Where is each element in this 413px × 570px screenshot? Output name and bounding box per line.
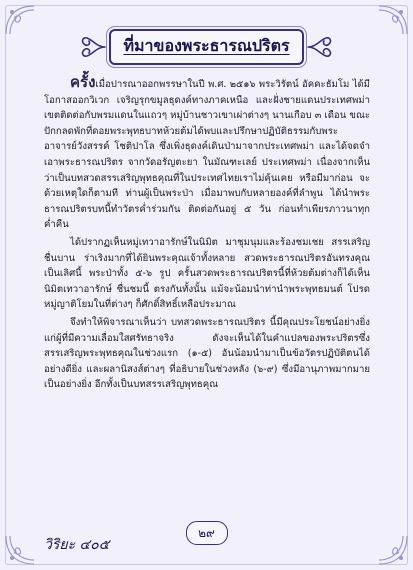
title-banner bbox=[0, 30, 413, 64]
paragraph-3: จึงทำให้พิจารณาเห็นว่า บทสวดพระธารณปริตร นี้มีคุณประโยชน์อย่างยิ่ง แก่ผู้ที่มีความเลื่อมใสศรัทธาจริง ดังจะเห็นได้ในคำแปลของพระปริตรซึ่งสรรเสริญพระพุทธคุณในช่วงแรก (๑-๕) อันน้อมนำมาเป็นข้อวัตรปฏิบัติตนได้อย่างดียิ่ง และผลานิสงส์ต่างๆ ที่อธิบายในช่วงหลัง (๖-๙) ซึ่งมีอานุภาพมากมายเป็นอย่างยิ่ง อีกทั้งเป็นบทสรรเสริญพุทธคุณ bbox=[44, 316, 370, 391]
flourish-right-icon bbox=[306, 32, 334, 62]
page-title: ที่มาของพระธารณปริตร bbox=[123, 36, 290, 55]
body-text bbox=[44, 75, 370, 395]
paragraph-1 bbox=[44, 75, 370, 233]
paragraph-2: ได้ปรากฏเห็นหมู่เทวาอารักษ์ในนิมิต มาชุมนุมและร้องชมเชย สรรเสริญ ชื่นบาน ร่าเริงมากที่ได้ยินพระคุณเจ้าทั้งหลาย สวดพระธารณปริตรอันทรงคุณเป็นเลิศนี้ พระป่าทั้ง ๕-๖ รูป ครั้นสวดพระธารณปริตรนี้ที่ห้วยต้มต่างก็ได้เห็นนิมิตเทวาอารักษ์ ชื่นชมนี้ ตรงกันทั้งนั้น แม้จะน้อมนำท่านำพระพุทธมนต์ โปรดหมู่ญาติโยมในที่ต่างๆ ก็ศักดิ์สิทธิ์เหลือประมาณ bbox=[44, 236, 370, 311]
title-box bbox=[109, 29, 303, 65]
page-number-badge bbox=[186, 521, 228, 545]
first-word: ครั้ง bbox=[70, 73, 96, 91]
page-number: ๒๙ bbox=[198, 525, 215, 540]
corner-ornament-icon bbox=[4, 532, 38, 566]
paragraph-1-text: เมื่อปารณาออกพรรษาในปี พ.ศ. ๒๕๑๖ พระวิรัตน์ อัคคะธัมโม ได้มีโอกาสออกวิเวก เจริญรุกขมูลธุดงค์ทางภาคเหนือ และฝั่งชายแดนประเทศพม่า เขตติดต่อกับพรมแดนในแถวๆ หมู่บ้านชาวเขาเผ่าต่างๆ นานเกือบ ๓ เดือน ขณะปักกลดพักที่ดอยพระพุทธบาทห้วยต้มได้พบและปรึกษาปฏิบัติธรรมกับพระอาจารย์วังสรรค์ โชติปาโล ซึ่งเพิ่งธุดงค์เดินป่ามาจากประเทศพม่า และได้จดจำเอาพระธารณปริตร จากวัดอรัญตะยา ในมัณฑะเลย์ ประเทศพม่า เนื่องจากเห็นว่าเป็นบทสวดสรรเสริญพุทธคุณที่ในประเทศไทยเราไม่คุ้นเคย หรือมีมาก่อน จะด้วยเหตุใดก็ตามที ท่านผู้เป็นพระป่า เมื่อมาพบกับหลายองค์ที่ลำพูน ได้นำพระธารณปริตรบทนี้ทำวัตรค่ำร่วมกัน ติดต่อกันอยู่ ๕ วัน ก่อนทำเพียรภาวนาทุกค่ำคืน bbox=[44, 79, 370, 231]
footer-mark: วิริยะ ๔๐๕ bbox=[44, 537, 110, 553]
corner-ornament-icon bbox=[375, 532, 409, 566]
flourish-left-icon bbox=[79, 32, 107, 62]
